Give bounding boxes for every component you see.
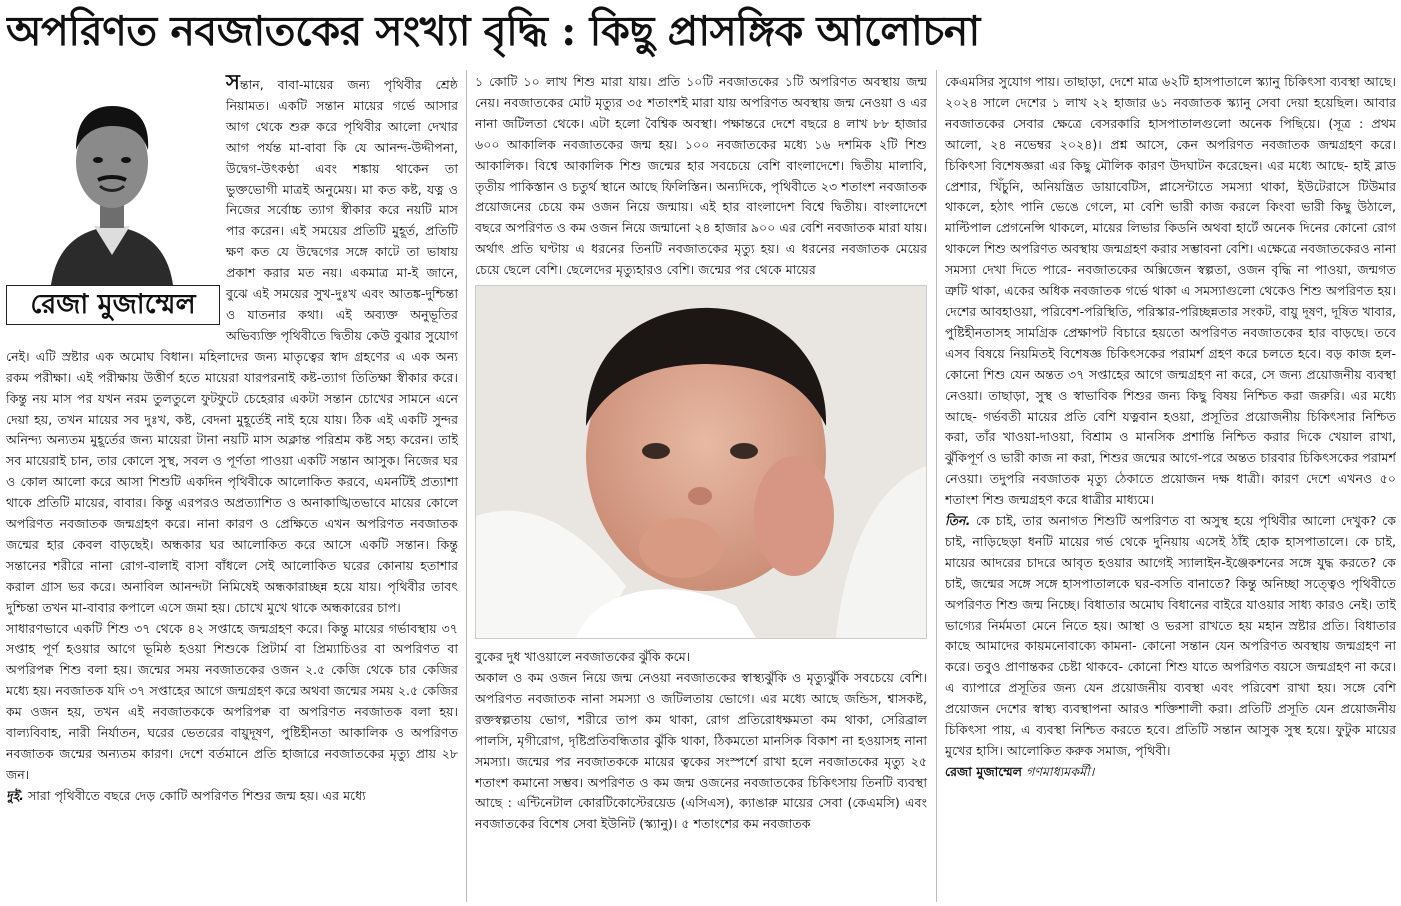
column-divider [936, 70, 937, 902]
author-signature-role: গণমাধ্যমকর্মী। [1022, 763, 1095, 779]
paragraph [6, 786, 458, 807]
headline: অপরিণত নবজাতকের সংখ্যা বৃদ্ধি : কিছু প্রাসঙ্গিক আলোচনা [6, 7, 980, 55]
paragraph-text: কে চাই, তার অনাগত শিশুটি অপরিণত বা অসুস্থ হয়ে পৃথিবীর আলো দেখুক? কে চাই, নাড়িছেড়া ধনটি মায়ের গর্ভ থেকে দুনিয়ায় এসেই ঠাঁই হোক হাসপাতালে। কে চাই, মায়ের আদরের চাদরে আবৃত হওয়ার আগেই স্যালাইন-ইঞ্জেকশনের সঙ্গে যুদ্ধ করতে? কে চাই, জন্মের সঙ্গে সঙ্গে হাসপাতালকে ঘর-বসতি বানাতে? কিন্তু অনিচ্ছা সত্ত্বেও পৃথিবীতে অপরিণত শিশু জন্ম নিচ্ছে। বিধাতার অমোঘ বিধানের বাইরে যাওয়ার সাধ্য কারও নেই। তাই ভাগ্যের নির্মমতা মেনে নিতে হয়। আস্থা ও ভরসা রাখতে হয় মহান স্রষ্টার প্রতি। বিধাতার কাছে আমাদের কায়মনোবাক্যে কামনা- কোনো সন্তান যেন অপরিণত অবস্থায় জন্মগ্রহণ না করে। তবুও প্রাণান্তকর চেষ্টা থাকবে- কোনো শিশু যাতে অপরিণত বয়সে জন্মগ্রহণ না করে। এ ব্যাপারে প্রসূতির জন্য যেন প্রয়োজনীয় ব্যবস্থা এবং পরিবেশ রাখা হয়। সঙ্গে বেশি প্রয়োজন দেশের স্বাস্থ্য ব্যবস্থাপনা আরও শক্তিশালী করা। প্রতিটি প্রসূতি যেন প্রয়োজনীয় চিকিৎসা পায়, এ ব্যবস্থা নিশ্চিত করতে হবে। প্রতিটি সন্তান আসুক সুস্থ হয়ে। ফুটুক মায়ের মুখের হাসি। আলোকিত করুক সমাজ, পৃথিবী। [945, 513, 1396, 758]
column-3 [945, 72, 1396, 900]
section-number: দুই. [6, 787, 24, 803]
column-divider [466, 70, 467, 902]
drop-cap: স [226, 72, 240, 94]
author-portrait-block [6, 72, 218, 324]
paragraph: সাধারণভাবে একটি শিশু ৩৭ থেকে ৪২ সপ্তাহে জন্মগ্রহণ করে। কিন্তু মায়ের গর্ভাবস্থায় ৩৭ সপ্তাহ পূর্ণ হওয়ার আগে ভূমিষ্ঠ হওয়া শিশুকে প্রিটার্ম বা প্রিম্যাচিওর বা অপরিণত বা অপরিপক্ব শিশু বলা হয়। জন্মের সময় নবজাতকের ওজন ২.৫ কেজি থেকে চার কেজির মধ্যে হয়। নবজাতক যদি ৩৭ সপ্তাহের আগে জন্মগ্রহণ করে অথবা জন্মের সময় ২.৫ কেজির কম ওজন হয়, তখন এই নবজাতককে অপরিপক্ব বা অপরিণত নবজাতক বলা হয়। বাল্যবিবাহ, নারী নির্যাতন, ঘরের ভেতরের বায়ুদূষণ, পুষ্টিহীনতা আকালিক ও অপরিণত নবজাতক জন্মের অন্যতম কারণ। দেশে বর্তমানে প্রতি হাজারে নবজাতকের মৃত্যু প্রায় ২৮ জন। [6, 620, 458, 782]
paragraph-text: সারা পৃথিবীতে বছরে দেড় কোটি অপরিণত শিশুর জন্ম হয়। এর মধ্যে [23, 787, 366, 803]
newborn-photo [475, 285, 927, 639]
author-byline: রেজা মুজাম্মেল [6, 285, 220, 325]
section-number: তিন. [945, 513, 971, 529]
paragraph: ১ কোটি ১০ লাখ শিশু মারা যায়। প্রতি ১০টি নবজাতকের ১টি অপরিণত অবস্থায় জন্ম নেয়। নবজাতকের মোট মৃত্যুর ৩৫ শতাংশই মারা যায় অপরিণত অবস্থায় জন্ম নেওয়া ও এর নানা জটিলতা থেকে। এটা হলো বৈশ্বিক অবস্থা। পক্ষান্তরে দেশে বছরে ৪ লাখ ৮৮ হাজার ৬০০ আকালিক নবজাতকের জন্ম হয়। ১০০ নবজাতকের মধ্যে ১৬ দশমিক ২টি শিশু আকালিক। বিশ্বে আকালিক শিশু জন্মের হার সবচেয়ে বেশি বাংলাদেশে। দ্বিতীয় মালাবি, তৃতীয় পাকিস্তান ও চতুর্থ স্থানে আছে ফিলিস্তিন। অন্যদিকে, পৃথিবীতে ২৩ শতাংশ নবজাতক প্রয়োজনের চেয়ে কম ওজন নিয়ে জন্মায়। এই হার বাংলাদেশ বিশ্বে দ্বিতীয়। বাংলাদেশে বছরে অপরিণত ও কম ওজন নিয়ে জন্মানো ২৪ হাজার ৯০০ এর বেশি নবজাতক মারা যায়। অর্থাৎ প্রতি ঘণ্টায় এ ধরনের তিনটি নবজাতকের মৃত্যু হয়। এ ধরনের নবজাতক মেয়ের চেয়ে ছেলে বেশি। ছেলেদের মৃত্যুহারও বেশি। জন্মের পর থেকে মায়ের [475, 74, 927, 278]
newborn-photo-illustration [476, 286, 926, 638]
paragraph-text: ন্তান, বাবা-মায়ের জন্য পৃথিবীর শ্রেষ্ঠ নিয়ামত। একটি সন্তান মায়ের গর্ভে আসার আগ থেকে শুরু করে পৃথিবীর আলো দেখার আগ পর্যন্ত মা-বাবা কি যে আনন্দ-উদ্দীপনা, উদ্বেগ-উৎকণ্ঠা এবং শঙ্কায় থাকেন তা ভুক্তভোগী মাত্রই অনুমেয়। মা কত কষ্ট, যত্ন ও নিজের সর্বোচ্চ ত্যাগ স্বীকার করে নয়টি মাস পার করেন। এই সময়ের প্রতিটি মুহূর্ত, প্রতিটি ক্ষণ কত যে উদ্বেগের সঙ্গে কাটে তা ভাষায় প্রকাশ করার মত নয়। একমাত্র মা-ই জানে, বুঝে এই সময়ের সুখ-দুঃখ এবং আতঙ্ক-দুশ্চিন্তা ও যাতনার কথা। এই অব্যক্ত অনুভূতির অভিব্যক্তি পৃথিবীতে দ্বিতীয় কেউ বুঝার সুযোগ নেই। এটি স্রষ্টার এক অমোঘ বিধান। মহিলাদের জন্য মাতৃত্বের স্বাদ গ্রহণের এ এক অন্য রকম পরীক্ষা। এই পরীক্ষায় উত্তীর্ণ হতে মায়েরা যারপরনাই কষ্ট-ত্যাগ তিতিক্ষা স্বীকার করে। কিন্তু নয় মাস পর যখন নরম তুলতুলে ফুটফুটে চেহেরার একটা সন্তান চোখের সামনে এনে দেয়া হয়, তখন মায়ের সব দুঃখ, কষ্ট, বেদনা মুহূর্তেই নাই হয়ে যায়। ঠিক এই একটি সুন্দর অনিন্দ্য অন্যতম মুহূর্তের জন্য মায়েরা টানা নয়টি মাস অক্লান্ত পরিশ্রম কষ্ট সহ্য করেন। তাই সব মায়েরাই চান, তার কোলে সুস্থ, সবল ও পূর্ণতা পাওয়া একটি সন্তান আসুক। নিজের ঘর ও কোল আলো করে আসা শিশুটি একদিন পৃথিবীকে আলোকিত করবে, এমনটিই প্রত্যাশা থাকে প্রতিটি মায়ের, বাবার। কিন্তু এরপরও অপ্রত্যাশিত ও অনাকাঙ্খিতভাবে মায়ের কোলে অপরিণত নবজাতক জন্মগ্রহণ করে। নানা কারণ ও প্রেক্ষিতে এখন অপরিণত নবজাতক জন্মের হার কেবল বাড়ছেই। অন্ধকার ঘর আলোকিত করে আসে একটি সন্তান। কিন্তু সন্তানের শরীরে নানা রোগ-বালাই বাসা বাঁধলে সেই আলোকিত ঘরের কোনায় হতাশার করাল গ্রাস ভর করে। অনাবিল আনন্দটা নিমিষেই অন্ধকারাচ্ছন্ন হয়ে যায়। পৃথিবীর তাবৎ দুশ্চিন্তা তখন মা-বাবার কপালে এসে জমা হয়। চোখে মুখে থাকে অন্ধকারের চাপ। [6, 77, 458, 615]
photo-caption: বুকের দুধ খাওয়ালে নবজাতকের ঝুঁকি কমে। [475, 649, 691, 665]
paragraph [945, 511, 1396, 762]
column-2 [475, 72, 927, 900]
author-signature [945, 762, 1396, 783]
paragraph: অকাল ও কম ওজন নিয়ে জন্ম নেওয়া নবজাতকের স্বাস্থ্যঝুঁকি ও মৃত্যুঝুঁকি সবচেয়ে বেশি। অপরিণত নবজাতক নানা সমস্যা ও জটিলতায় ভোগে। এর মধ্যে আছে জন্ডিস, শ্বাসকষ্ট, রক্তস্বল্পতায় ভোগ, শরীরে তাপ কম থাকা, রোগ প্রতিরোধক্ষমতা কম থাকা, সেরিব্রাল পালসি, মৃগীরোগ, দৃষ্টিপ্রতিবন্ধিতার ঝুঁকি থাকা, ঠিকমতো মানসিক বিকাশ না হওয়াসহ নানা সমস্যা। জন্মের পর নবজাতককে মায়ের ত্বকের সংস্পর্শে রাখা হলে নবজাতকের মৃত্যু ২৫ শতাংশ কমানো সম্ভব। অপরিণত ও কম জন্ম ওজনের নবজাতকের চিকিৎসায় তিনটি ব্যবস্থা আছে : এন্টিনেটাল কোরটিকোস্টেরয়েড (এসিএস), ক্যাঙারু মায়ের সেবা (কেএমসি) এবং নবজাতকের বিশেষ সেবা ইউনিট (স্ক্যানু)। ৫ শতাংশের কম নবজাতক [475, 669, 927, 832]
author-portrait-illustration [6, 80, 218, 285]
column-1 [6, 72, 458, 900]
paragraph: কেএমসির সুযোগ পায়। তাছাড়া, দেশে মাত্র ৬২টি হাসপাতালে স্ক্যানু চিকিৎসা ব্যবস্থা আছে। ২০২৪ সালে দেশের ১ লাখ ২২ হাজার ৬১ নবজাতক স্ক্যানু সেবা দেয়া হয়েছিল। আবার নবজাতকের সেবার ক্ষেত্রে বেসরকারি হাসপাতালগুলো অনেক পিছিয়ে। (সূত্র : প্রথম আলো, ২৪ নভেম্বর ২০২৪)। প্রশ্ন আসে, কেন অপরিণত নবজাতক জন্মগ্রহণ করে। চিকিৎসা বিশেষজ্ঞরা এর কিছু মৌলিক কারণ উদঘাটন করেছেন। এর মধ্যে আছে- হাই ব্লাড প্রেশার, খিঁচুনি, অনিয়ন্ত্রিত ডায়াবেটিস, প্লাসেন্টাতে সমস্যা থাকা, ইউটেরাসে টিউমার থাকলে, হঠাৎ পানি ভেঙে গেলে, মা বেশি ভারী কাজ করলে কিংবা ভারী কিছু উঠালে, মাল্টিপাল প্রেগনেন্সি থাকলে, মায়ের লিভার কিডনি অথবা হার্টে অনেক দিনের কোনো রোগ থাকলে শিশু অপরিণত অবস্থায় জন্মগ্রহণ করার সম্ভাবনা বেশি। এক্ষেত্রে নবজাতকেরও নানা সমস্যা দেখা দিতে পারে- নবজাতকের অক্সিজেন স্বল্পতা, ওজন বৃদ্ধি না পাওয়া, জন্মগত ত্রুটি থাকা, একের অধিক নবজাতক গর্ভে থাকা এ সমস্যাগুলো থেকেও শিশু অপরিণত হয়। দেশের আবহাওয়া, পরিবেশ-পরিস্থিতি, পরিস্কার-পরিচ্ছন্নতার সংকট, বায়ু দূষণ, দূষিত খাবার, পুষ্টিহীনতাসহ সামগ্রিক প্রেক্ষাপট বিচারে হয়তো অপরিণত নবজাতকের হার বাড়ছে। তবে এসব বিষয়ে নিয়মিতই বিশেষজ্ঞ চিকিৎসকের পরামর্শ গ্রহণ করে চলতে হবে। বড় কাজ হল- কোনো শিশু যেন অন্তত ৩৭ সপ্তাহের আগে জন্মগ্রহণ না করে, সে জন্য প্রয়োজনীয় ব্যবস্থা নেওয়া। তাছাড়া, সুস্থ ও স্বাভাবিক শিশুর জন্য কিছু বিষয় নিশ্চিত করা জরুরি। এর মধ্যে আছে- গর্ভবতী মায়ের প্রতি বেশি যত্নবান হওয়া, প্রসূতির প্রয়োজনীয় চিকিৎসার নিশ্চিত করা, তাঁর খাওয়া-দাওয়া, বিশ্রাম ও মানসিক প্রশান্তি নিশ্চিত করার দিকে খেয়াল রাখা, ঝুঁকিপূর্ণ ও ভারী কাজ না করা, শিশুর জন্মের আগে-পরে অন্তত চারবার চিকিৎসকের পরামর্শ নেওয়া। তদুপরি নবজাতক মৃত্যু ঠেকাতে প্রয়োজন দক্ষ ধাত্রী। কারণ দেশে এখনও ৫০ শতাংশ শিশু জন্মগ্রহণ করে ধাত্রীর মাধ্যমে। [945, 74, 1396, 508]
author-signature-name: রেজা মুজাম্মেল [945, 763, 1023, 779]
